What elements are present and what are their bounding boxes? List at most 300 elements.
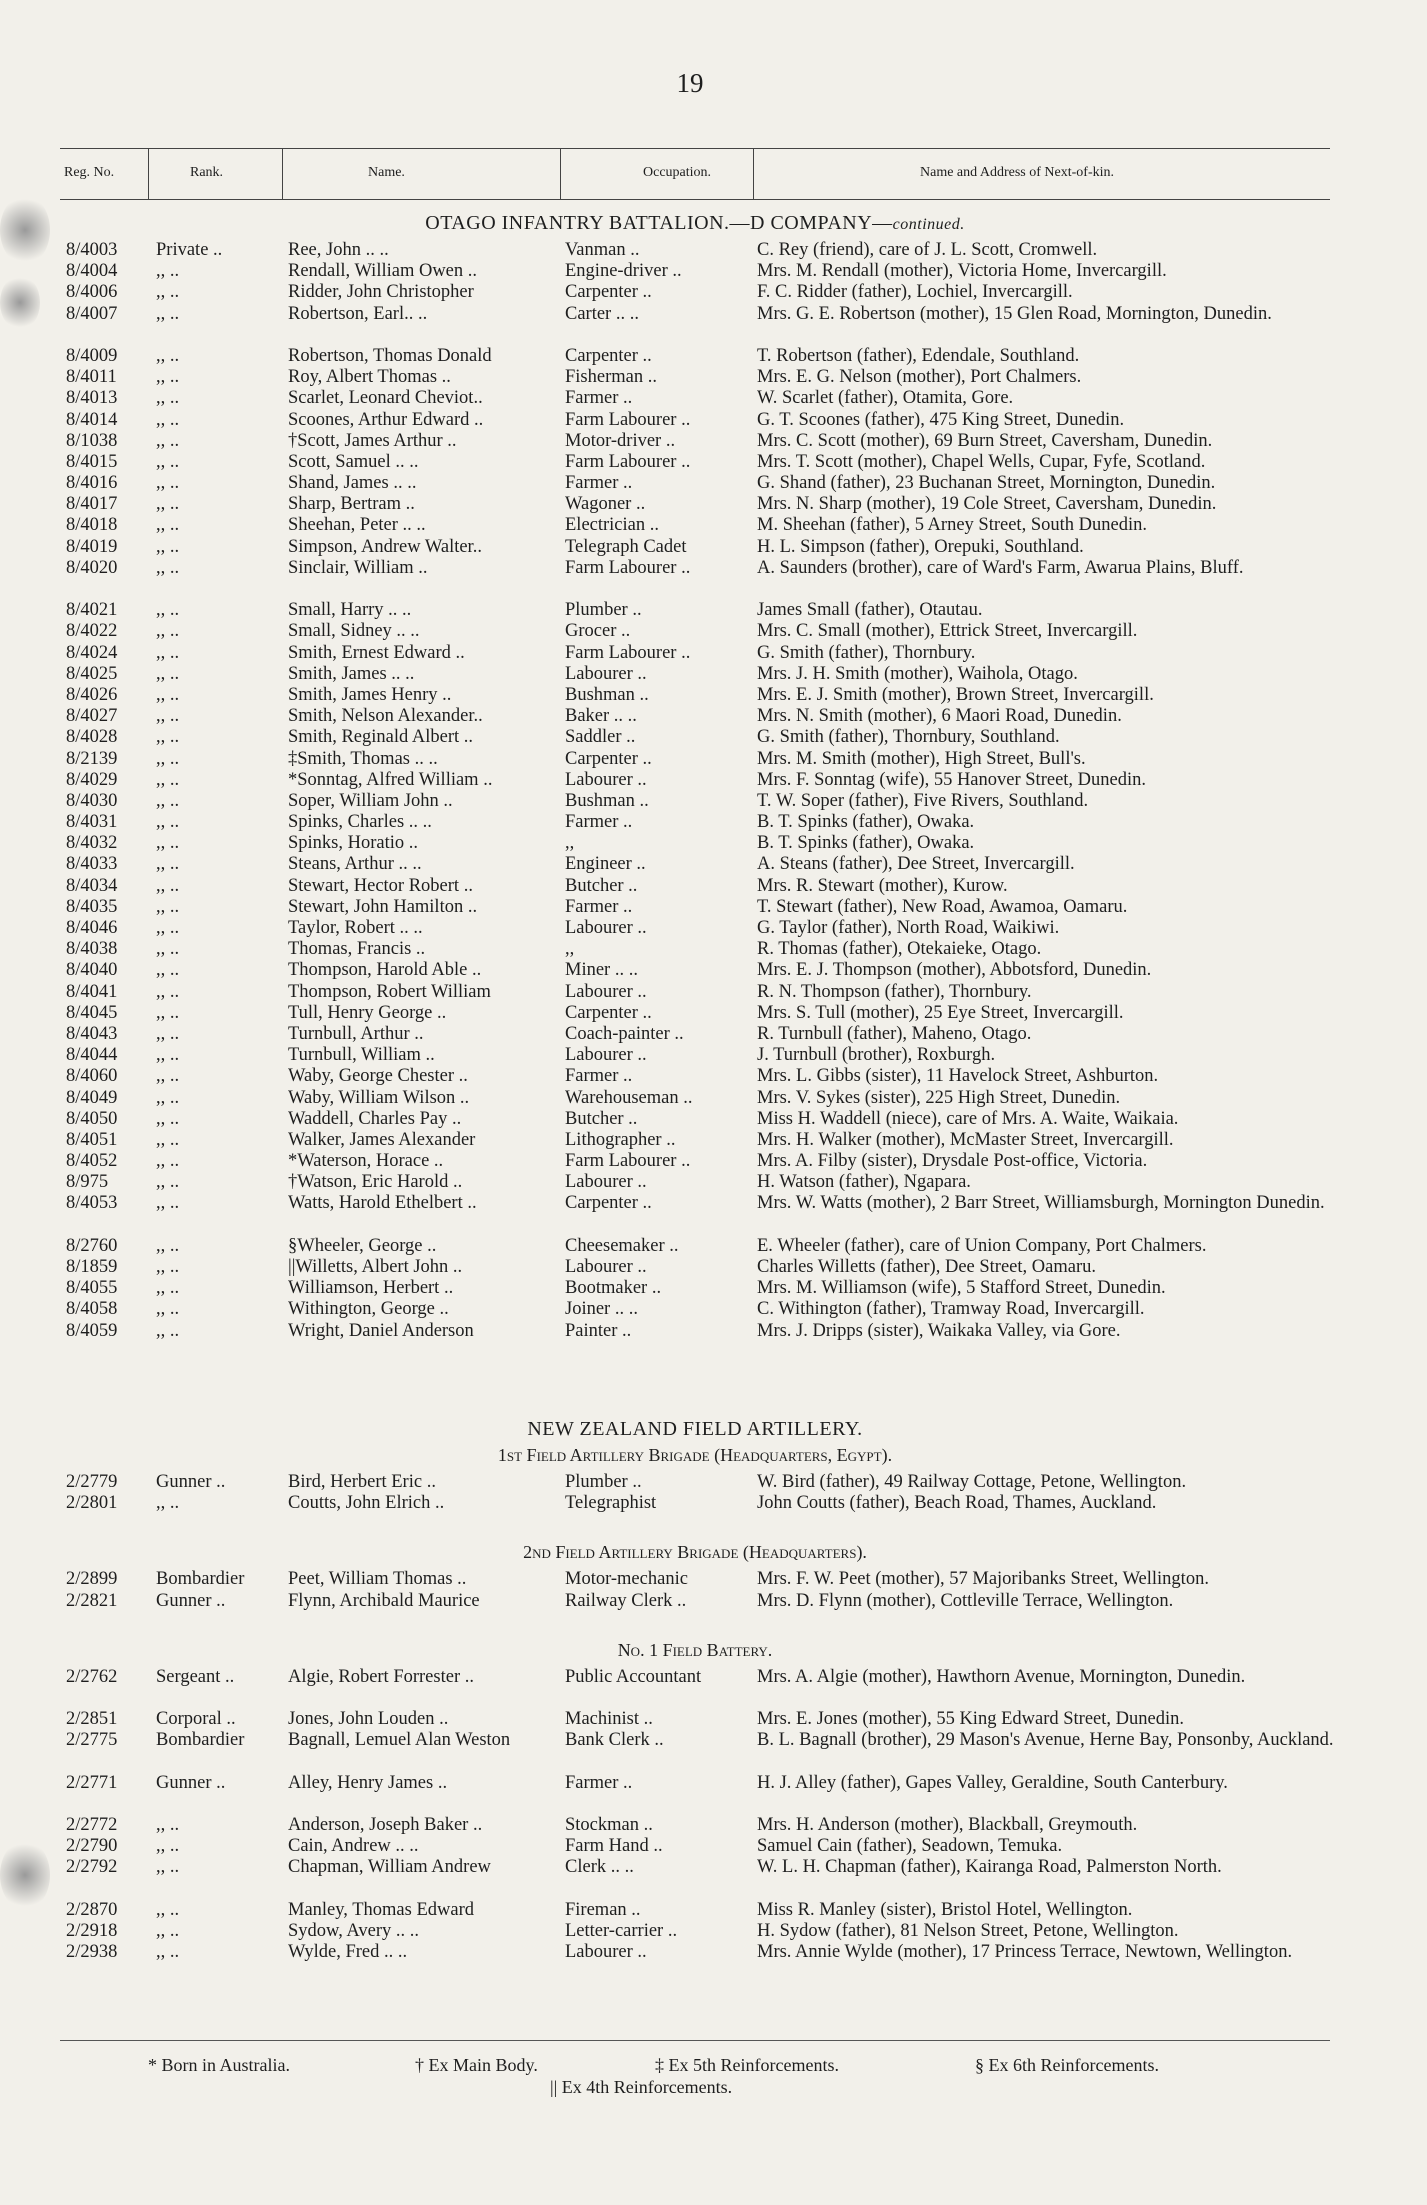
next-of-kin-cell: Mrs. F. W. Peet (mother), 57 Majoribanks Street, Wellington. [757,1569,1209,1590]
rank-cell: ,, .. [156,748,180,769]
occupation-cell: Labourer .. [565,1942,647,1963]
table-row [60,1900,1330,1921]
table-row [60,960,1330,981]
table-row [60,304,1330,346]
footnote-ex-main: † Ex Main Body. [415,2055,538,2075]
table-row [60,367,1330,388]
name-cell: Waby, George Chester .. [288,1066,468,1087]
reg-no-cell: 8/4024 [66,642,118,663]
reg-no-cell: 8/4022 [66,621,118,642]
reg-no-cell: 8/4043 [66,1023,118,1044]
reg-no-cell: 8/4049 [66,1087,118,1108]
name-cell: Smith, James Henry .. [288,684,452,705]
reg-no-cell: 8/4015 [66,451,118,472]
reg-no-cell: 2/2775 [66,1730,118,1751]
table-row [60,1667,1330,1709]
table-row [60,939,1330,960]
reg-no-cell: 8/4011 [66,367,117,388]
reg-no-cell: 8/1038 [66,430,118,451]
occupation-cell: Labourer .. [565,1045,647,1066]
occupation-cell: Labourer .. [565,663,647,684]
reg-no-cell: 8/4041 [66,981,118,1002]
rank-cell: ,, .. [156,1299,180,1320]
next-of-kin-cell: Mrs. J. H. Smith (mother), Waihola, Otago. [757,663,1078,684]
next-of-kin-cell: Mrs. A. Algie (mother), Hawthorn Avenue, Mornington, Dunedin. [757,1666,1246,1687]
occupation-cell: Labourer .. [565,1172,647,1193]
table-row [60,1088,1330,1109]
occupation-cell: Telegraphist [565,1493,657,1514]
reg-no-cell: 8/4029 [66,769,118,790]
reg-no-cell: 8/4046 [66,918,118,939]
reg-no-cell: 8/1859 [66,1257,118,1278]
name-cell: §Wheeler, George .. [288,1235,437,1256]
name-cell: Cain, Andrew .. .. [288,1836,419,1857]
rank-cell: ,, .. [156,1108,180,1129]
table-row [60,1836,1330,1857]
table-row [60,1493,1330,1514]
name-cell: Thompson, Harold Able .. [288,960,482,981]
page-smudge [0,195,50,265]
next-of-kin-cell: H. Sydow (father), 81 Nelson Street, Petone, Wellington. [757,1921,1179,1942]
table-row [60,1278,1330,1299]
table-row [60,473,1330,494]
rank-cell: ,, .. [156,1815,180,1836]
occupation-cell: Farmer .. [565,1066,633,1087]
next-of-kin-cell: T. Robertson (father), Edendale, Southland. [757,345,1080,366]
next-of-kin-cell: B. T. Spinks (father), Owaka. [757,833,975,854]
name-cell: Roy, Albert Thomas .. [288,367,451,388]
occupation-cell: Fireman .. [565,1899,641,1920]
table-row [60,410,1330,431]
rank-cell: ,, .. [156,854,180,875]
nzfa-title: NEW ZEALAND FIELD ARTILLERY. [527,1418,863,1440]
occupation-cell: Carpenter .. [565,748,652,769]
reg-no-cell: 8/4025 [66,663,118,684]
table-row [60,643,1330,664]
name-cell: Scott, Samuel .. .. [288,451,419,472]
table-row [60,854,1330,875]
occupation-cell: Warehouseman .. [565,1087,693,1108]
name-cell: Rendall, William Owen .. [288,261,478,282]
reg-no-cell: 8/4052 [66,1151,118,1172]
reg-no-cell: 2/2801 [66,1493,118,1514]
occupation-cell: Farm Hand .. [565,1836,663,1857]
reg-no-cell: 8/4055 [66,1278,118,1299]
table-row [60,240,1330,261]
name-cell: Sinclair, William .. [288,557,428,578]
reg-no-cell: 2/2762 [66,1666,118,1687]
rank-cell: ,, .. [156,875,180,896]
reg-no-cell: 2/2899 [66,1569,118,1590]
rank-cell: ,, .. [156,1857,180,1878]
name-cell: Smith, James .. .. [288,663,415,684]
reg-no-cell: 8/4032 [66,833,118,854]
name-cell: Sheehan, Peter .. .. [288,515,426,536]
table-row [60,685,1330,706]
footnote-ex-5th: ‡ Ex 5th Reinforcements. [655,2055,839,2075]
table-row [60,1236,1330,1257]
occupation-cell: Farm Labourer .. [565,451,691,472]
name-cell: Watts, Harold Ethelbert .. [288,1193,477,1214]
name-cell: Bird, Herbert Eric .. [288,1472,436,1492]
reg-no-cell: 8/4053 [66,1193,118,1214]
reg-no-cell: 2/2938 [66,1942,118,1963]
table-row [60,621,1330,642]
reg-no-cell: 8/4031 [66,812,118,833]
rank-cell: ,, .. [156,939,180,960]
table-row [60,876,1330,897]
next-of-kin-cell: G. Taylor (father), North Road, Waikiwi. [757,918,1060,939]
rank-cell: ,, .. [156,1151,180,1172]
name-cell: ‡Smith, Thomas .. .. [288,748,438,769]
occupation-cell: Labourer .. [565,918,647,939]
rank-cell: ,, .. [156,1066,180,1087]
occupation-cell: Plumber .. [565,1472,642,1492]
name-cell: Coutts, John Elrich .. [288,1493,445,1514]
table-row [60,452,1330,473]
name-cell: Robertson, Earl.. .. [288,303,428,324]
rank-cell: ,, .. [156,409,180,430]
occupation-cell: Fisherman .. [565,367,657,388]
name-cell: Walker, James Alexander [288,1129,476,1150]
occupation-cell: Bushman .. [565,684,649,705]
otago-rows [60,240,1330,1342]
table-row [60,1003,1330,1024]
occupation-cell: Telegraph Cadet [565,536,687,557]
next-of-kin-cell: Charles Willetts (father), Dee Street, Oamaru. [757,1257,1096,1278]
col-reg-no: Reg. No. [64,165,115,180]
reg-no-cell: 2/2821 [66,1590,118,1611]
table-row [60,1472,1330,1493]
occupation-cell: Farmer .. [565,1772,633,1793]
occupation-cell: Carpenter .. [565,345,652,366]
rank-cell: ,, .. [156,388,180,409]
reg-no-cell: 8/975 [66,1172,109,1193]
rank-cell: ,, .. [156,1193,180,1214]
occupation-cell: Bank Clerk .. [565,1730,664,1751]
occupation-cell: Carpenter .. [565,1002,652,1023]
next-of-kin-cell: Mrs. E. J. Smith (mother), Brown Street, Invercargill. [757,684,1154,705]
next-of-kin-cell: Mrs. N. Smith (mother), 6 Maori Road, Dunedin. [757,706,1122,727]
rank-cell: ,, .. [156,282,180,303]
name-cell: Bagnall, Lemuel Alan Weston [288,1730,511,1751]
next-of-kin-cell: Mrs. W. Watts (mother), 2 Barr Street, Williamsburgh, Mornington Dunedin. [757,1193,1325,1214]
col-name: Name. [368,165,405,180]
brigade1-title: 1st Field Artillery Brigade (Headquarters, Egypt). [497,1445,893,1465]
next-of-kin-cell: Mrs. D. Flynn (mother), Cottleville Terrace, Wellington. [757,1590,1174,1611]
occupation-cell: Farmer .. [565,896,633,917]
rank-cell: ,, .. [156,557,180,578]
next-of-kin-cell: C. Rey (friend), care of J. L. Scott, Cromwell. [757,240,1098,260]
next-of-kin-cell: T. W. Soper (father), Five Rivers, Southland. [757,790,1089,811]
rank-cell: ,, .. [156,1235,180,1256]
next-of-kin-cell: Mrs. H. Walker (mother), McMaster Street, Invercargill. [757,1129,1174,1150]
next-of-kin-cell: Mrs. N. Sharp (mother), 19 Cole Street, Caversham, Dunedin. [757,494,1217,515]
occupation-cell: Joiner .. .. [565,1299,638,1320]
reg-no-cell: 8/4014 [66,409,118,430]
occupation-cell: Farm Labourer .. [565,642,691,663]
rank-cell: Gunner .. [156,1590,226,1611]
name-cell: †Watson, Eric Harold .. [288,1172,463,1193]
rank-cell: Gunner .. [156,1472,226,1492]
next-of-kin-cell: Mrs. Annie Wylde (mother), 17 Princess Terrace, Newtown, Wellington. [757,1942,1293,1963]
reg-no-cell: 8/4050 [66,1108,118,1129]
name-cell: Shand, James .. .. [288,473,417,494]
table-row [60,770,1330,791]
col-rank: Rank. [190,165,224,180]
next-of-kin-cell: Miss R. Manley (sister), Bristol Hotel, Wellington. [757,1899,1133,1920]
occupation-cell: Farm Labourer .. [565,409,691,430]
name-cell: Smith, Nelson Alexander.. [288,706,483,727]
name-cell: Turnbull, William .. [288,1045,435,1066]
name-cell: *Waterson, Horace .. [288,1151,444,1172]
name-cell: Waby, William Wilson .. [288,1087,470,1108]
name-cell: Robertson, Thomas Donald [288,345,492,366]
table-row [60,388,1330,409]
footnote-ex-6th: § Ex 6th Reinforcements. [975,2055,1159,2075]
rank-cell: ,, .. [156,1836,180,1857]
occupation-cell: Public Accountant [565,1666,702,1687]
rank-cell: ,, .. [156,1257,180,1278]
next-of-kin-cell: T. Stewart (father), New Road, Awamoa, Oamaru. [757,896,1128,917]
occupation-cell: Baker .. .. [565,706,637,727]
next-of-kin-cell: Miss H. Waddell (niece), care of Mrs. A. Waite, Waikaia. [757,1108,1179,1129]
name-cell: †Scott, James Arthur .. [288,430,457,451]
brigade2-title: 2nd Field Artillery Brigade (Headquarters). [523,1542,867,1563]
occupation-cell: Labourer .. [565,769,647,790]
occupation-cell: Carter .. .. [565,303,639,324]
next-of-kin-cell: Mrs. M. Rendall (mother), Victoria Home, Invercargill. [757,261,1167,282]
rank-cell: ,, .. [156,494,180,515]
occupation-cell: Lithographer .. [565,1129,676,1150]
name-cell: Williamson, Herbert .. [288,1278,454,1299]
reg-no-cell: 8/4013 [66,388,118,409]
rank-cell: ,, .. [156,473,180,494]
reg-no-cell: 8/4027 [66,706,118,727]
table-row [60,1591,1330,1612]
name-cell: Withington, George .. [288,1299,449,1320]
name-cell: Thompson, Robert William [288,981,491,1002]
next-of-kin-cell: R. Turnbull (father), Maheno, Otago. [757,1023,1032,1044]
rank-cell: ,, .. [156,1921,180,1942]
reg-no-cell: 8/4058 [66,1299,118,1320]
table-row [60,664,1330,685]
name-cell: Flynn, Archibald Maurice [288,1590,480,1611]
next-of-kin-cell: Mrs. R. Stewart (mother), Kurow. [757,875,1008,896]
reg-no-cell: 8/4017 [66,494,118,515]
table-row [60,1299,1330,1320]
reg-no-cell: 8/4021 [66,600,118,621]
occupation-cell: Carpenter .. [565,282,652,303]
table-row [60,1130,1330,1151]
name-cell: Scoones, Arthur Edward .. [288,409,484,430]
next-of-kin-cell: R. Thomas (father), Otekaieke, Otago. [757,939,1042,960]
next-of-kin-cell: R. N. Thompson (father), Thornbury. [757,981,1032,1002]
reg-no-cell: 8/4059 [66,1320,118,1341]
next-of-kin-cell: Mrs. E. J. Thompson (mother), Abbotsford, Dunedin. [757,960,1152,981]
occupation-cell: Machinist .. [565,1709,653,1730]
name-cell: Algie, Robert Forrester .. [288,1666,474,1687]
page-smudge [0,1840,50,1910]
next-of-kin-cell: G. Shand (father), 23 Buchanan Street, Mornington, Dunedin. [757,473,1216,494]
table-row [60,1857,1330,1899]
occupation-cell: Cheesemaker .. [565,1235,679,1256]
rank-cell: ,, .. [156,812,180,833]
name-cell: Stewart, Hector Robert .. [288,875,473,896]
reg-no-cell: 2/2790 [66,1836,118,1857]
next-of-kin-cell: Mrs. E. G. Nelson (mother), Port Chalmers. [757,367,1082,388]
otago-section [60,212,1330,1342]
occupation-cell: Grocer .. [565,621,631,642]
rank-cell: ,, .. [156,1172,180,1193]
name-cell: Small, Harry .. .. [288,600,412,621]
table-row [60,1709,1330,1730]
reg-no-cell: 8/4026 [66,684,118,705]
next-of-kin-cell: Mrs. L. Gibbs (sister), 11 Havelock Street, Ashburton. [757,1066,1159,1087]
table-row [60,1321,1330,1342]
occupation-cell: Bushman .. [565,790,649,811]
table-row [60,1151,1330,1172]
occupation-cell: Carpenter .. [565,1193,652,1214]
next-of-kin-cell: Mrs. M. Williamson (wife), 5 Stafford Street, Dunedin. [757,1278,1166,1299]
brigade1-rows [60,1472,1330,1514]
name-cell: Anderson, Joseph Baker .. [288,1815,483,1836]
name-cell: Wylde, Fred .. .. [288,1942,408,1963]
rank-cell: Gunner .. [156,1772,226,1793]
rank-cell: ,, .. [156,451,180,472]
name-cell: Turnbull, Arthur .. [288,1023,424,1044]
table-row [60,494,1330,515]
occupation-cell: Coach-painter .. [565,1023,684,1044]
name-cell: Ridder, John Christopher [288,282,474,303]
table-row [60,982,1330,1003]
table-row [60,749,1330,770]
rank-cell: Bombardier [156,1569,245,1590]
table-row [60,1257,1330,1278]
table-row [60,897,1330,918]
name-cell: Ree, John .. .. [288,240,389,260]
reg-no-cell: 8/4030 [66,790,118,811]
footnotes [60,2040,1330,2097]
reg-no-cell: 8/4019 [66,536,118,557]
table-row [60,515,1330,536]
rank-cell: ,, .. [156,642,180,663]
reg-no-cell: 2/2870 [66,1899,118,1920]
name-cell: Spinks, Charles .. .. [288,812,432,833]
next-of-kin-cell: Mrs. C. Scott (mother), 69 Burn Street, Caversham, Dunedin. [757,430,1213,451]
occupation-cell: Letter-carrier .. [565,1921,678,1942]
brigade2-rows [60,1569,1330,1611]
occupation-cell: Farmer .. [565,388,633,409]
next-of-kin-cell: A. Steans (father), Dee Street, Invercargill. [757,854,1075,875]
next-of-kin-cell: H. J. Alley (father), Gapes Valley, Geraldine, South Canterbury. [757,1772,1228,1793]
next-of-kin-cell: M. Sheehan (father), 5 Arney Street, South Dunedin. [757,515,1147,536]
name-cell: Peet, William Thomas .. [288,1569,467,1590]
table-row [60,1193,1330,1235]
footnote-born-australia: * Born in Australia. [148,2055,290,2075]
table-row [60,282,1330,303]
next-of-kin-cell: W. L. H. Chapman (father), Kairanga Road, Palmerston North. [757,1857,1222,1878]
reg-no-cell: 8/4009 [66,345,118,366]
rank-cell: ,, .. [156,1320,180,1341]
next-of-kin-cell: John Coutts (father), Beach Road, Thames, Auckland. [757,1493,1157,1514]
table-row [60,1045,1330,1066]
occupation-cell: ,, [565,833,575,854]
occupation-cell: Miner .. .. [565,960,638,981]
reg-no-cell: 8/4028 [66,727,118,748]
rank-cell: ,, .. [156,960,180,981]
rank-cell: ,, .. [156,727,180,748]
table-row [60,431,1330,452]
table-row [60,1569,1330,1590]
occupation-cell: Railway Clerk .. [565,1590,687,1611]
name-cell: Soper, William John .. [288,790,453,811]
occupation-cell: Wagoner .. [565,494,646,515]
next-of-kin-cell: J. Turnbull (brother), Roxburgh. [757,1045,996,1066]
rank-cell: ,, .. [156,1129,180,1150]
table-row [60,918,1330,939]
reg-no-cell: 8/4034 [66,875,118,896]
name-cell: Scarlet, Leonard Cheviot.. [288,388,483,409]
col-next-of-kin: Name and Address of Next-of-kin. [920,165,1115,180]
rank-cell: ,, .. [156,1493,180,1514]
otago-title: OTAGO INFANTRY BATTALION.—D COMPANY—continued. [425,212,965,234]
next-of-kin-cell: G. Smith (father), Thornbury. [757,642,976,663]
occupation-cell: ,, [565,939,575,960]
next-of-kin-cell: W. Bird (father), 49 Railway Cottage, Petone, Wellington. [757,1472,1187,1492]
table-row [60,558,1330,600]
occupation-cell: Vanman .. [565,240,640,260]
next-of-kin-cell: Mrs. H. Anderson (mother), Blackball, Greymouth. [757,1815,1138,1836]
occupation-cell: Stockman .. [565,1815,653,1836]
name-cell: Thomas, Francis .. [288,939,426,960]
reg-no-cell: 8/4016 [66,473,118,494]
rank-cell: ,, .. [156,1899,180,1920]
table-row [60,1942,1330,1984]
rank-cell: ,, .. [156,1002,180,1023]
name-cell: Sharp, Bertram .. [288,494,415,515]
occupation-cell: Engineer .. [565,854,646,875]
reg-no-cell: 8/4038 [66,939,118,960]
rank-cell: ,, .. [156,600,180,621]
table-row [60,791,1330,812]
next-of-kin-cell: Mrs. T. Scott (mother), Chapel Wells, Cupar, Fyfe, Scotland. [757,451,1206,472]
name-cell: Smith, Reginald Albert .. [288,727,473,748]
occupation-cell: Bootmaker .. [565,1278,662,1299]
next-of-kin-cell: A. Saunders (brother), care of Ward's Farm, Awarua Plains, Bluff. [757,557,1244,578]
occupation-cell: Farmer .. [565,812,633,833]
rank-cell: ,, .. [156,303,180,324]
rank-cell: ,, .. [156,896,180,917]
name-cell: Stewart, John Hamilton .. [288,896,478,917]
table-row [60,812,1330,833]
occupation-cell: Farm Labourer .. [565,1151,691,1172]
name-cell: Wright, Daniel Anderson [288,1320,474,1341]
name-cell: Jones, John Louden .. [288,1709,449,1730]
occupation-cell: Labourer .. [565,981,647,1002]
next-of-kin-cell: Mrs. F. Sonntag (wife), 55 Hanover Street, Dunedin. [757,769,1147,790]
occupation-cell: Electrician .. [565,515,659,536]
nzfa-section [60,1418,1334,1985]
next-of-kin-cell: Mrs. G. E. Robertson (mother), 15 Glen Road, Mornington, Dunedin. [757,303,1272,324]
next-of-kin-cell: G. Smith (father), Thornbury, Southland. [757,727,1060,748]
name-cell: Taylor, Robert .. .. [288,918,423,939]
reg-no-cell: 8/4040 [66,960,118,981]
reg-no-cell: 2/2779 [66,1472,118,1492]
occupation-cell: Butcher .. [565,1108,638,1129]
footnote-ex-4th: || Ex 4th Reinforcements. [550,2077,733,2097]
rank-cell: ,, .. [156,684,180,705]
